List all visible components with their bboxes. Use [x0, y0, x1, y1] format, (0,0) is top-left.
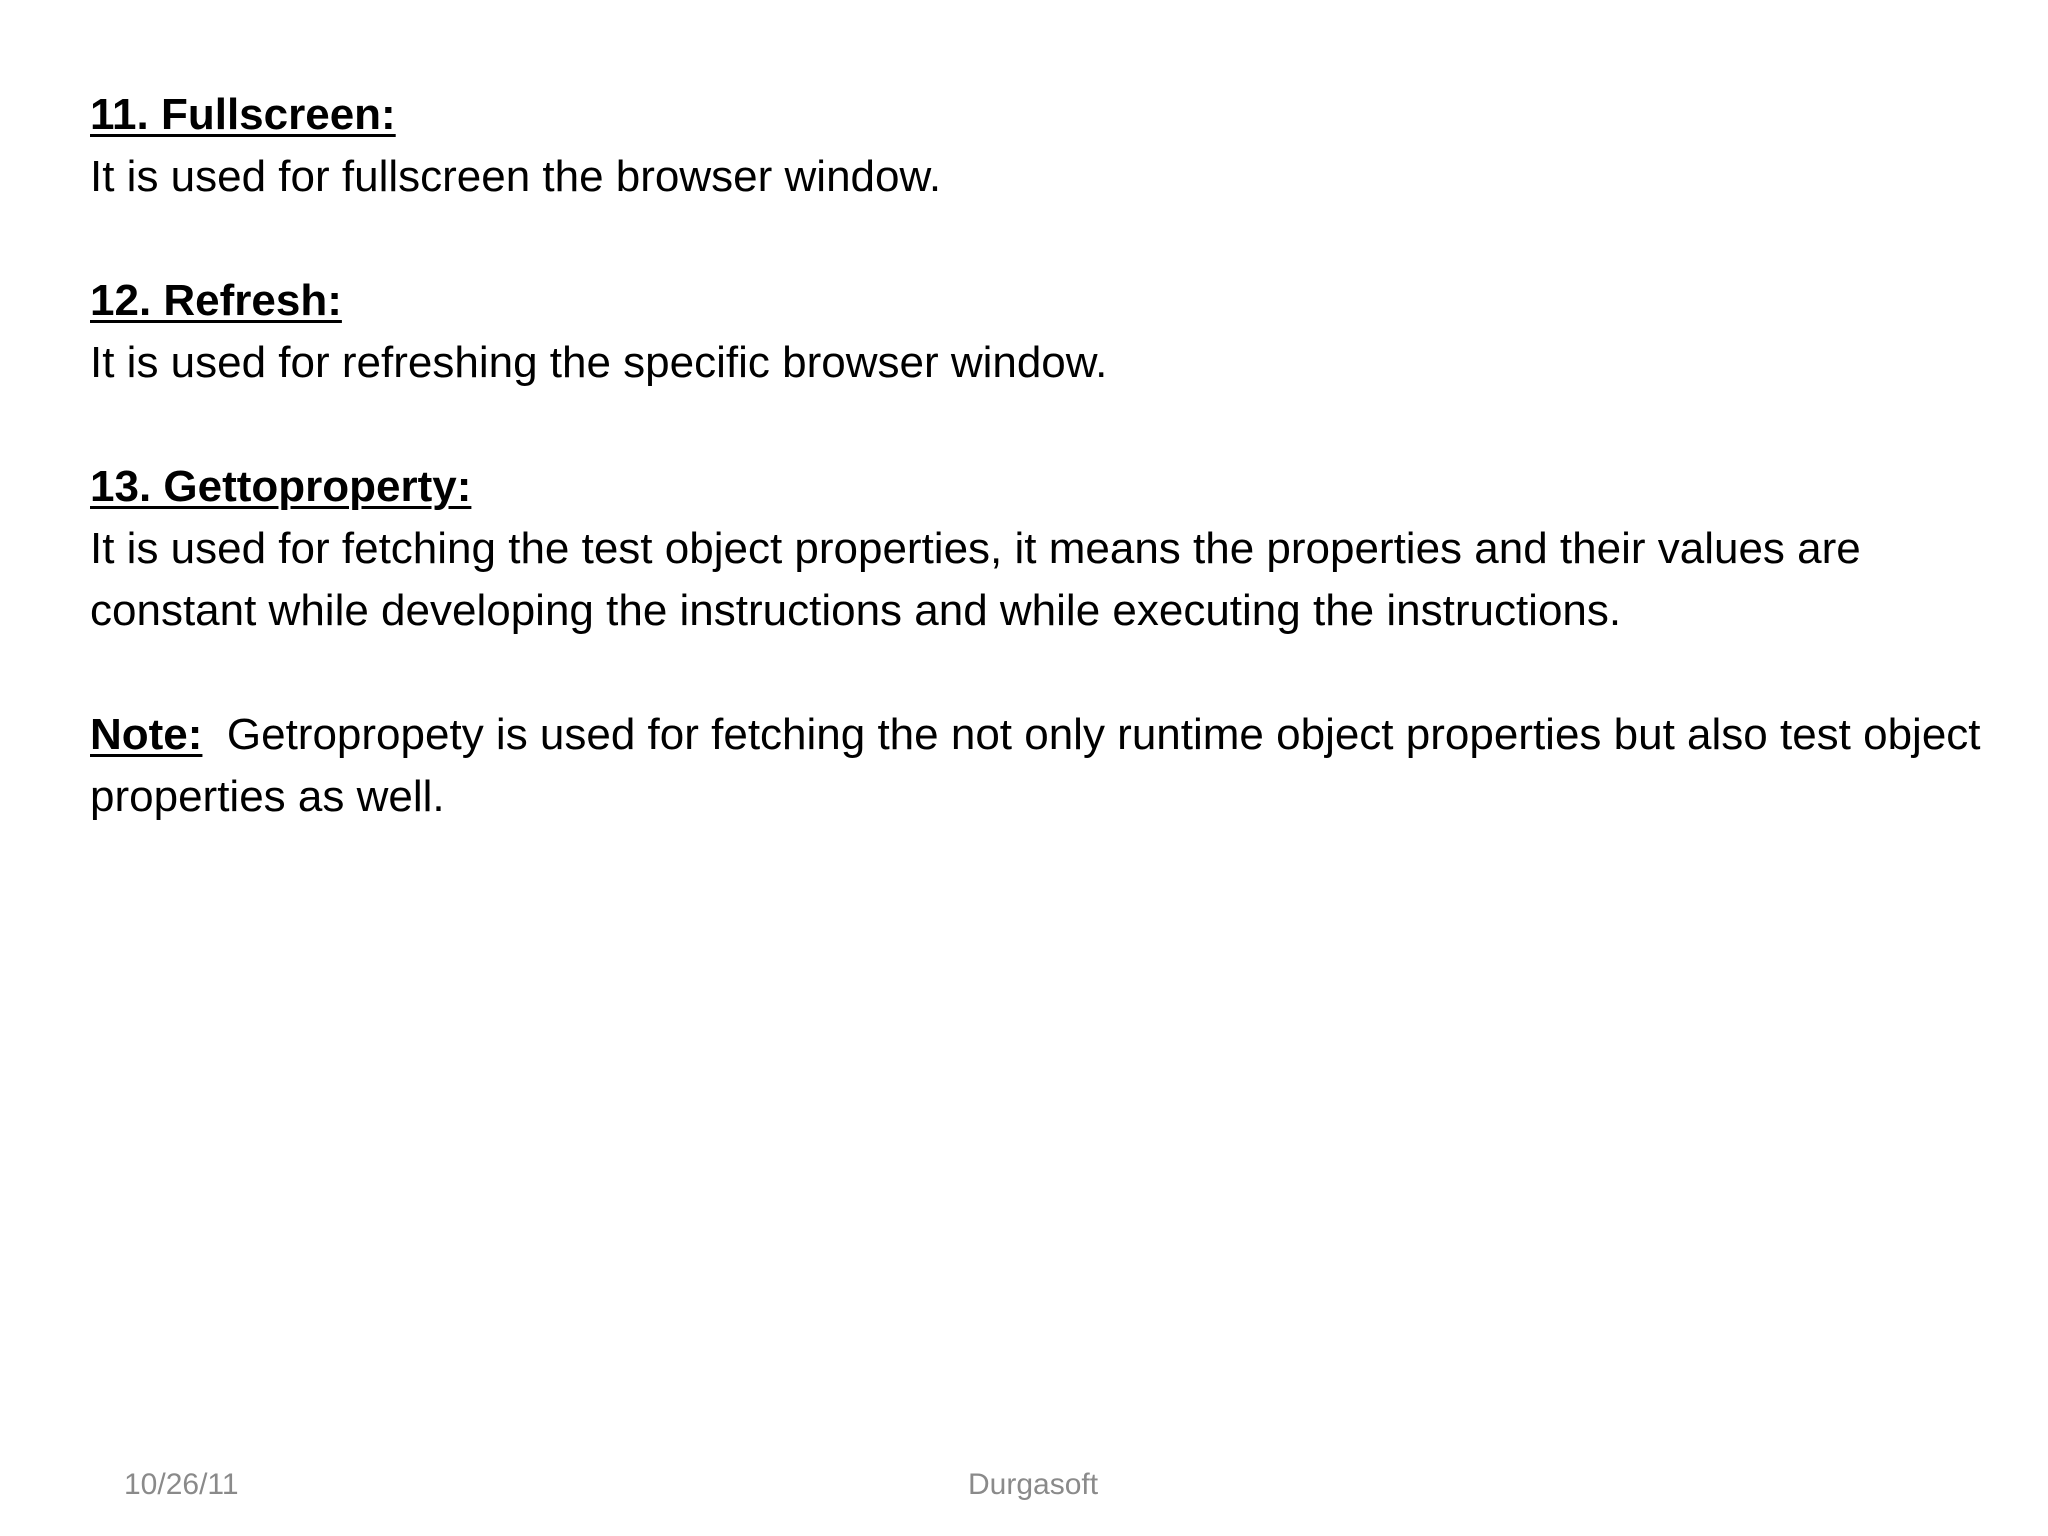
- section-refresh: [90, 270, 1990, 394]
- section-body: It is used for fullscreen the browser window.: [90, 152, 942, 201]
- footer-brand: Durgasoft: [968, 1468, 1099, 1501]
- note-paragraph: [90, 704, 1990, 828]
- section-heading: 12. Refresh:: [90, 276, 342, 325]
- section-heading: 11. Fullscreen:: [90, 90, 396, 139]
- section-heading: 13. Gettoproperty:: [90, 462, 472, 511]
- section-body: It is used for refreshing the specific browser window.: [90, 338, 1108, 387]
- section-body: It is used for fetching the test object properties, it means the properties and their values are constant while developing the instructions and while executing the instructions.: [90, 524, 1861, 635]
- note-text: Getropropety is used for fetching the not only runtime object properties but also test object properties as well.: [90, 710, 1981, 821]
- section-gettoproperty: [90, 456, 1990, 642]
- section-fullscreen: [90, 84, 1990, 208]
- note-label: Note:: [90, 710, 203, 759]
- slide-content: [90, 84, 1990, 828]
- footer-date: 10/26/11: [124, 1468, 239, 1501]
- note-section: [90, 704, 1990, 828]
